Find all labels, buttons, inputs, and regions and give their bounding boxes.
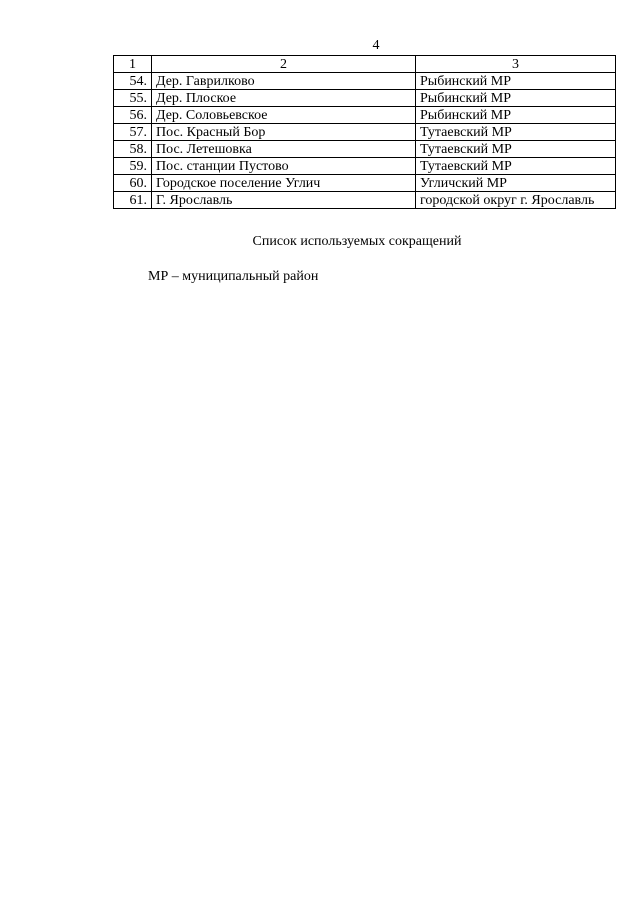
- table-row: [114, 107, 616, 124]
- row-number: 59.: [114, 158, 152, 175]
- district-name: Тутаевский МР: [416, 141, 616, 158]
- place-name: Дер. Соловьевское: [152, 107, 416, 124]
- district-name: Тутаевский МР: [416, 158, 616, 175]
- place-name: Дер. Гаврилково: [152, 73, 416, 90]
- row-number: 57.: [114, 124, 152, 141]
- page-number: 4: [372, 38, 380, 53]
- abbreviation-item: МР – муниципальный район: [148, 269, 319, 284]
- table-row: [114, 192, 616, 209]
- place-name: Городское поселение Углич: [152, 175, 416, 192]
- table-row: [114, 124, 616, 141]
- column-header: 2: [152, 56, 416, 73]
- table-header-row: [114, 56, 616, 73]
- row-number: 55.: [114, 90, 152, 107]
- place-name: Дер. Плоское: [152, 90, 416, 107]
- places-table: [113, 55, 616, 209]
- row-number: 58.: [114, 141, 152, 158]
- district-name: городской округ г. Ярославль: [416, 192, 616, 209]
- column-header: 1: [114, 56, 152, 73]
- place-name: Пос. Красный Бор: [152, 124, 416, 141]
- row-number: 60.: [114, 175, 152, 192]
- district-name: Тутаевский МР: [416, 124, 616, 141]
- table-row: [114, 175, 616, 192]
- row-number: 61.: [114, 192, 152, 209]
- place-name: Пос. Летешовка: [152, 141, 416, 158]
- table-row: [114, 73, 616, 90]
- table-row: [114, 141, 616, 158]
- district-name: Рыбинский МР: [416, 107, 616, 124]
- column-header: 3: [416, 56, 616, 73]
- district-name: Рыбинский МР: [416, 90, 616, 107]
- place-name: Г. Ярославль: [152, 192, 416, 209]
- table-row: [114, 158, 616, 175]
- district-name: Угличский МР: [416, 175, 616, 192]
- table-row: [114, 90, 616, 107]
- row-number: 54.: [114, 73, 152, 90]
- row-number: 56.: [114, 107, 152, 124]
- abbreviations-title: Список используемых сокращений: [252, 234, 462, 249]
- place-name: Пос. станции Пустово: [152, 158, 416, 175]
- district-name: Рыбинский МР: [416, 73, 616, 90]
